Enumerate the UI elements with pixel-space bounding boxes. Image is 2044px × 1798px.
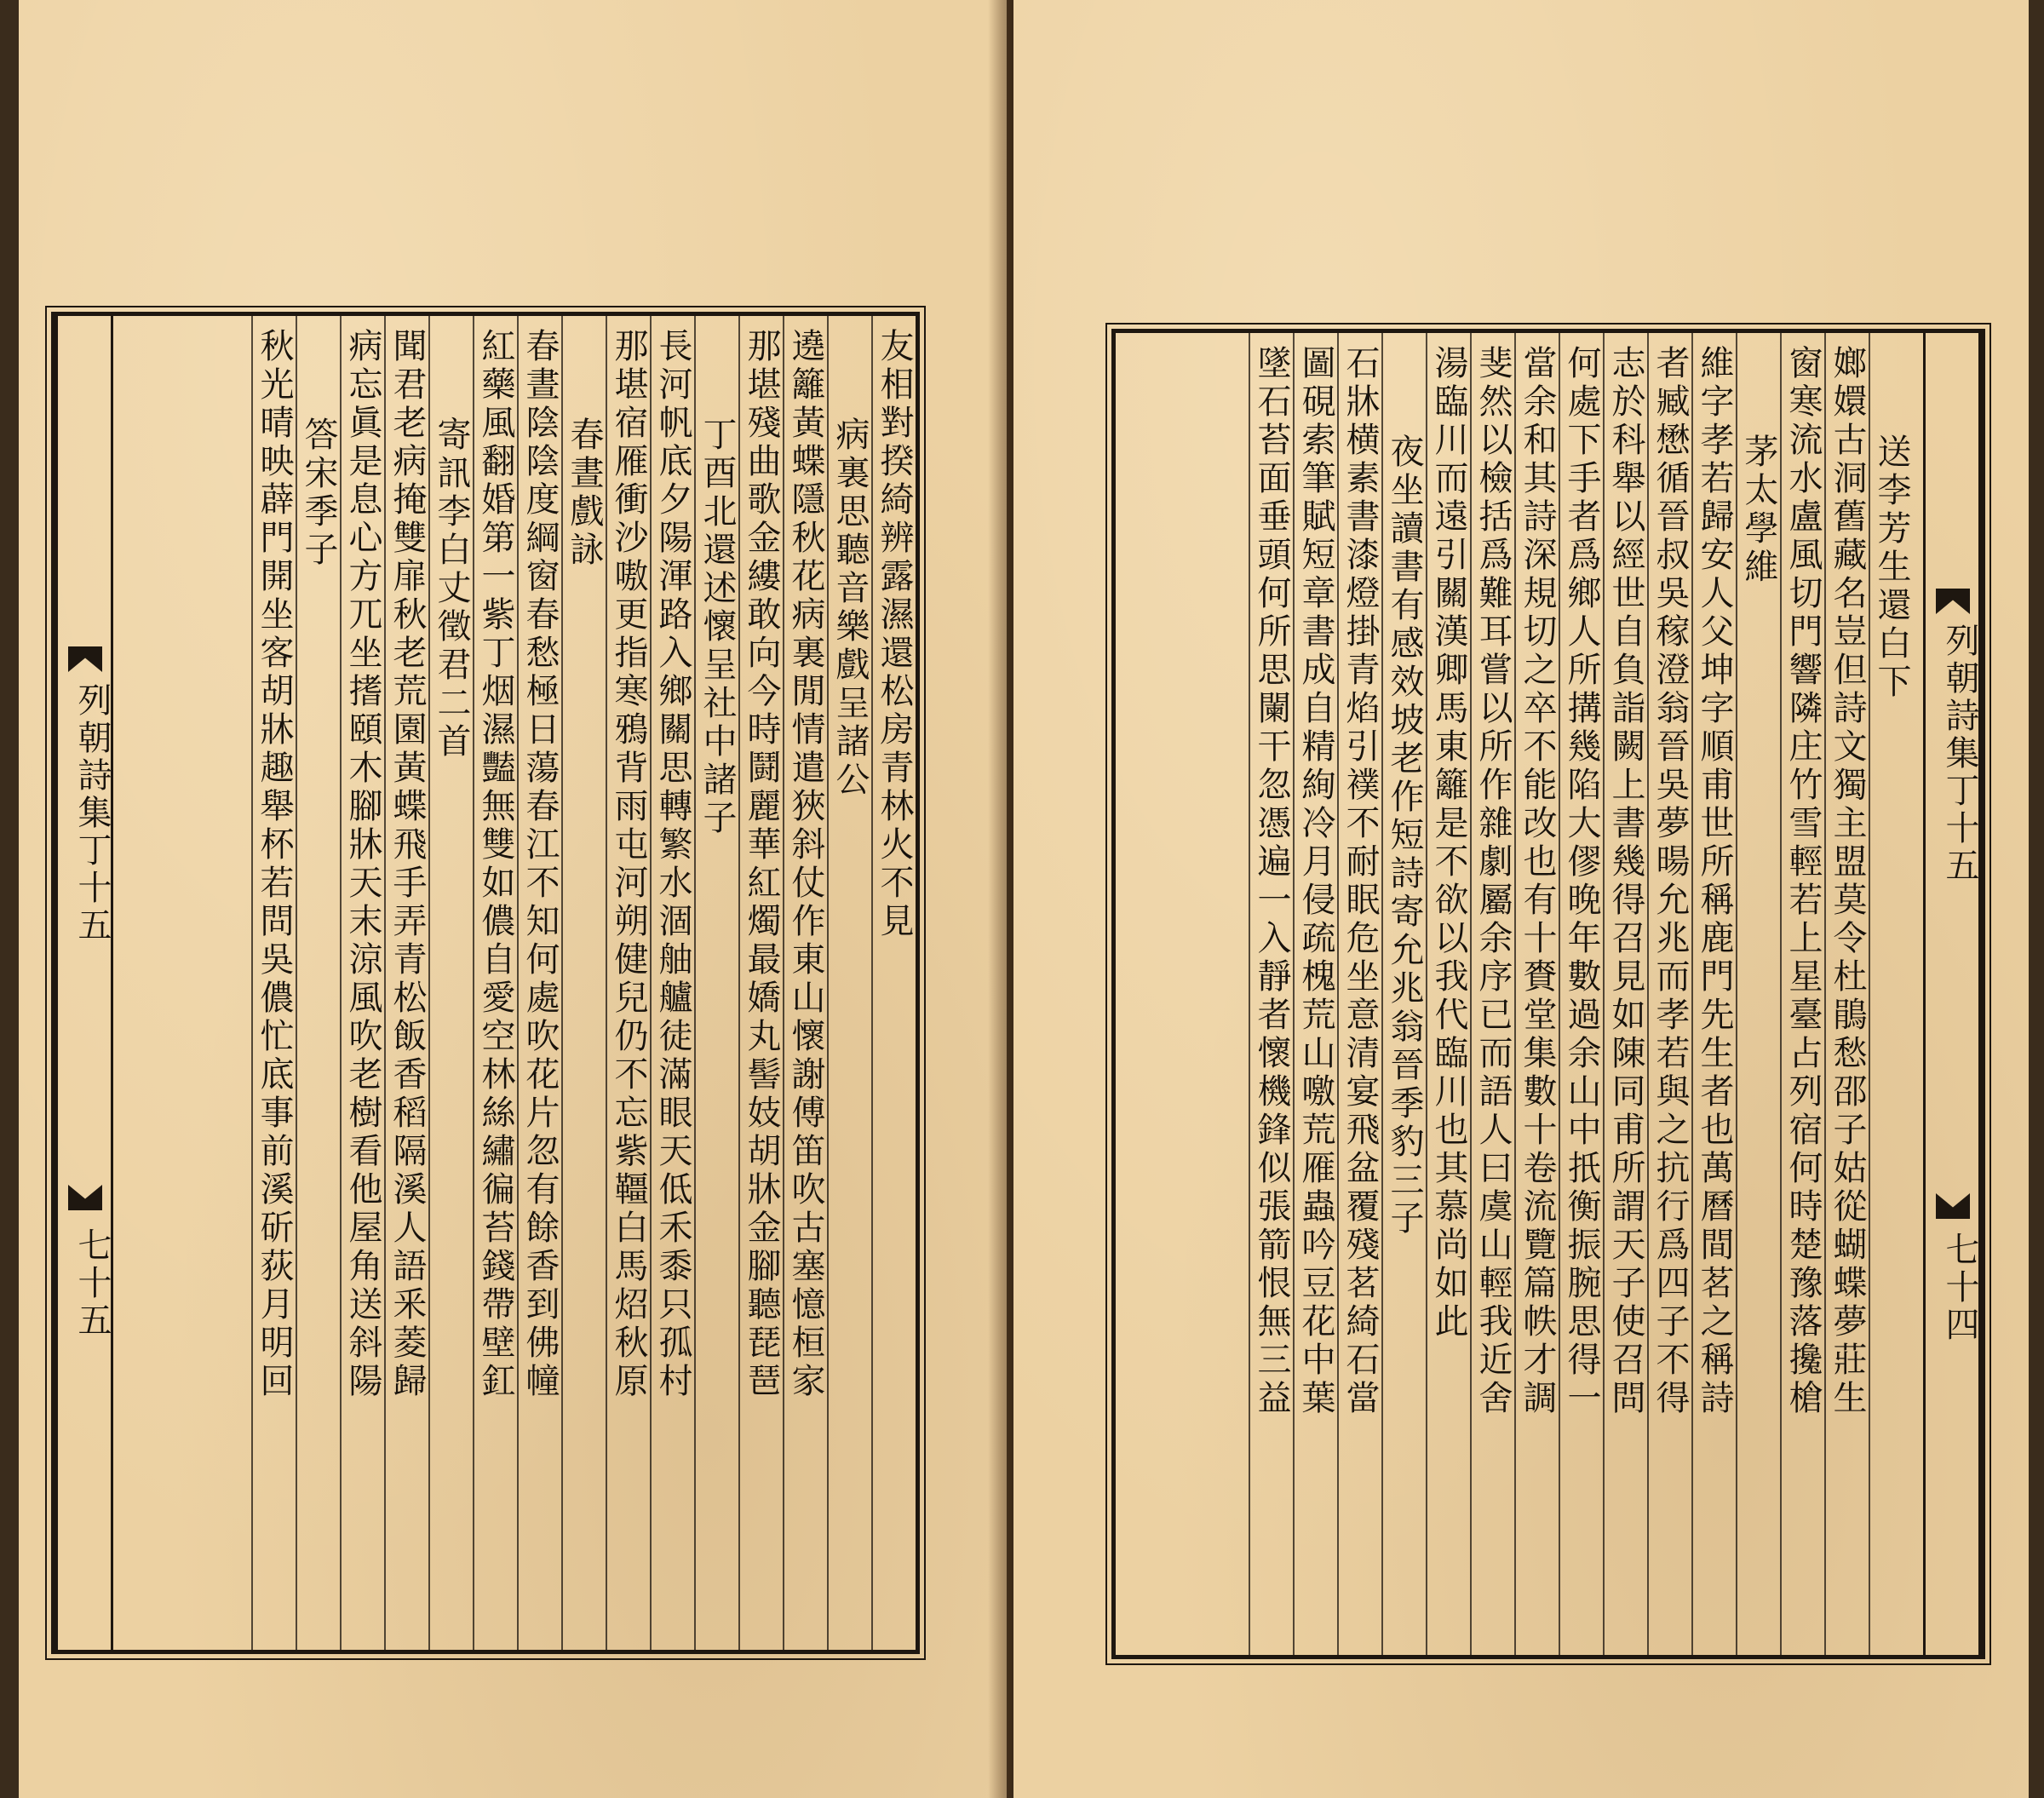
poem-title: 送李芳生還白下: [1872, 434, 1911, 702]
poem-title: 夜坐讀書有感效坡老作短詩寄允兆翁晉季豹三子: [1385, 434, 1424, 1238]
column-text: 斐然以檢括爲難耳嘗以所作雜劇屬余序已而語人曰虞山輕我近舍: [1473, 345, 1513, 1418]
text-column: [650, 316, 694, 1650]
column-text: 石牀横素書漆燈掛青焰引襆不耐眠危坐意清宴飛盆覆殘茗綺石當: [1341, 345, 1380, 1418]
right-page: [1013, 0, 2029, 1798]
poem-title: 寄訊李白丈徵君二首: [432, 416, 471, 761]
fishtail-mark: [1936, 1193, 1970, 1219]
text-column: [1249, 333, 1293, 1655]
column-text: 窗寒流水盧風切門響隣庄竹雪輕若上星臺占列宿何時楚豫落攙槍: [1783, 345, 1823, 1418]
text-column: [1293, 333, 1337, 1655]
poem-title-column: [694, 316, 738, 1650]
left-folio-number: 七十五: [72, 1227, 112, 1340]
column-text: 長河帆底夕陽渾路入鄉關思轉繁水涸舳艫徒滿眼天低禾黍只孤村: [653, 328, 692, 1401]
text-column: [871, 316, 916, 1650]
column-text: 秋光晴映薜門開坐客胡牀趣舉杯若問吳儂忙底事前溪斫荻月明回: [255, 328, 294, 1401]
left-page-frame: [51, 312, 920, 1654]
text-column: [251, 316, 296, 1650]
text-column: [473, 316, 517, 1650]
poem-title: 丁酉北還述懷呈社中諸子: [698, 416, 737, 838]
text-column: [1691, 333, 1736, 1655]
column-text: 維字孝若歸安人父坤字順甫世所稱鹿門先生者也萬曆間茗之稱詩: [1695, 345, 1734, 1418]
poem-title-column: [1869, 333, 1913, 1655]
fishtail-mark: [1936, 589, 1970, 614]
column-text: 春晝陰陰度綱窗春愁極日蕩春江不知何處吹花片忽有餘香到佛幢: [520, 328, 560, 1401]
text-column: [738, 316, 783, 1650]
bleed-through-text: [172, 51, 216, 89]
column-text: 何處下手者爲鄉人所搆幾陷大僇晚年數過余山中扺衡振腕思得一: [1562, 345, 1601, 1418]
poem-title: 春晝戲詠: [565, 416, 604, 570]
text-column: [1603, 333, 1647, 1655]
column-text: 志於科舉以經世自負詣闕上書幾得召見如陳同甫所謂天子使召問: [1606, 345, 1645, 1418]
text-column: [384, 316, 428, 1650]
text-column: [1470, 333, 1514, 1655]
left-page: [19, 0, 1007, 1798]
fishtail-mark: [68, 1185, 102, 1210]
left-page-banxin: [55, 316, 113, 1650]
column-text: 友相對揆綺辨露濕還松房青林火不見: [875, 328, 914, 941]
text-column: [783, 316, 827, 1650]
column-text: 當余和其詩深規切之卒不能改也有十賚堂集數十卷流覽篇帙才調: [1518, 345, 1557, 1418]
right-book-title: 列朝詩集丁十五: [1940, 623, 1979, 885]
poem-title: 病裏思聽音樂戲呈諸公: [830, 416, 870, 800]
left-book-title: 列朝詩集丁十五: [72, 682, 112, 945]
column-text: 病忘眞是息心方兀坐搘頤木腳牀天末涼風吹老樹看他屋角送斜陽: [343, 328, 382, 1401]
right-folio-number: 七十四: [1940, 1232, 1979, 1344]
left-text-columns: [123, 316, 916, 1650]
column-text: 嫏嬛古洞舊藏名豈但詩文獨主盟莫令杜鵑愁邵子姑從蝴蝶夢莊生: [1828, 345, 1867, 1418]
column-text: 湯臨川而遠引關漢卿馬東籬是不欲以我代臨川也其慕尚如此: [1429, 345, 1468, 1341]
column-text: 墜石苔面垂頭何所思闌干忽憑遍一入靜者懷機鋒似張箭恨無三益: [1252, 345, 1291, 1418]
column-text: 遶籬黃蝶隱秋花病裏閒情遣狹斜仗作東山懷謝傅笛吹古塞憶桓家: [786, 328, 825, 1401]
poem-title-column: [296, 316, 340, 1650]
author-heading-column: [1736, 333, 1780, 1655]
text-column: [1647, 333, 1691, 1655]
poem-title-column: [561, 316, 606, 1650]
text-column: [606, 316, 650, 1650]
column-text: 者臧懋循晉叔吳稼澄翁晉吳夢暘允兆而孝若與之抗行爲四子不得: [1651, 345, 1690, 1418]
column-text: 紅藥風翻婚第一紫丁烟濕豔無雙如儂自愛空林絲繡徧苔錢帶壁釭: [476, 328, 515, 1401]
column-text: 聞君老病掩雙扉秋老荒園黃蝶飛手弄青松飯香稻隔溪人語釆菱歸: [388, 328, 427, 1401]
poem-title-column: [1381, 333, 1426, 1655]
poem-title: 答宋季子: [299, 416, 338, 570]
column-text: 那堪殘曲歌金縷敢向今時鬪麗華紅燭最嬌丸髻妓胡牀金腳聽琵琶: [742, 328, 781, 1401]
right-page-banxin: [1923, 333, 1981, 1655]
right-page-frame: [1111, 329, 1985, 1659]
text-column: [517, 316, 561, 1650]
text-column: [1426, 333, 1470, 1655]
poem-title-column: [428, 316, 473, 1650]
text-column: [340, 316, 384, 1650]
text-column: [1559, 333, 1603, 1655]
text-column: [1514, 333, 1559, 1655]
right-text-columns: [1116, 333, 1913, 1655]
text-column: [1824, 333, 1869, 1655]
fishtail-mark: [68, 646, 102, 672]
poem-title-column: [827, 316, 871, 1650]
text-column: [1780, 333, 1824, 1655]
column-text: 圖硯索筆賦短章書成自精絢冷月侵疏槐荒山噭荒雁蟲吟豆花中葉: [1296, 345, 1335, 1418]
text-column: [1337, 333, 1381, 1655]
column-text: 那堪宿雁衝沙嗷更指寒鴉背雨屯河朔健兒仍不忘紫韁白馬炤秋原: [609, 328, 648, 1401]
author-heading: 茅太學維: [1739, 434, 1778, 587]
